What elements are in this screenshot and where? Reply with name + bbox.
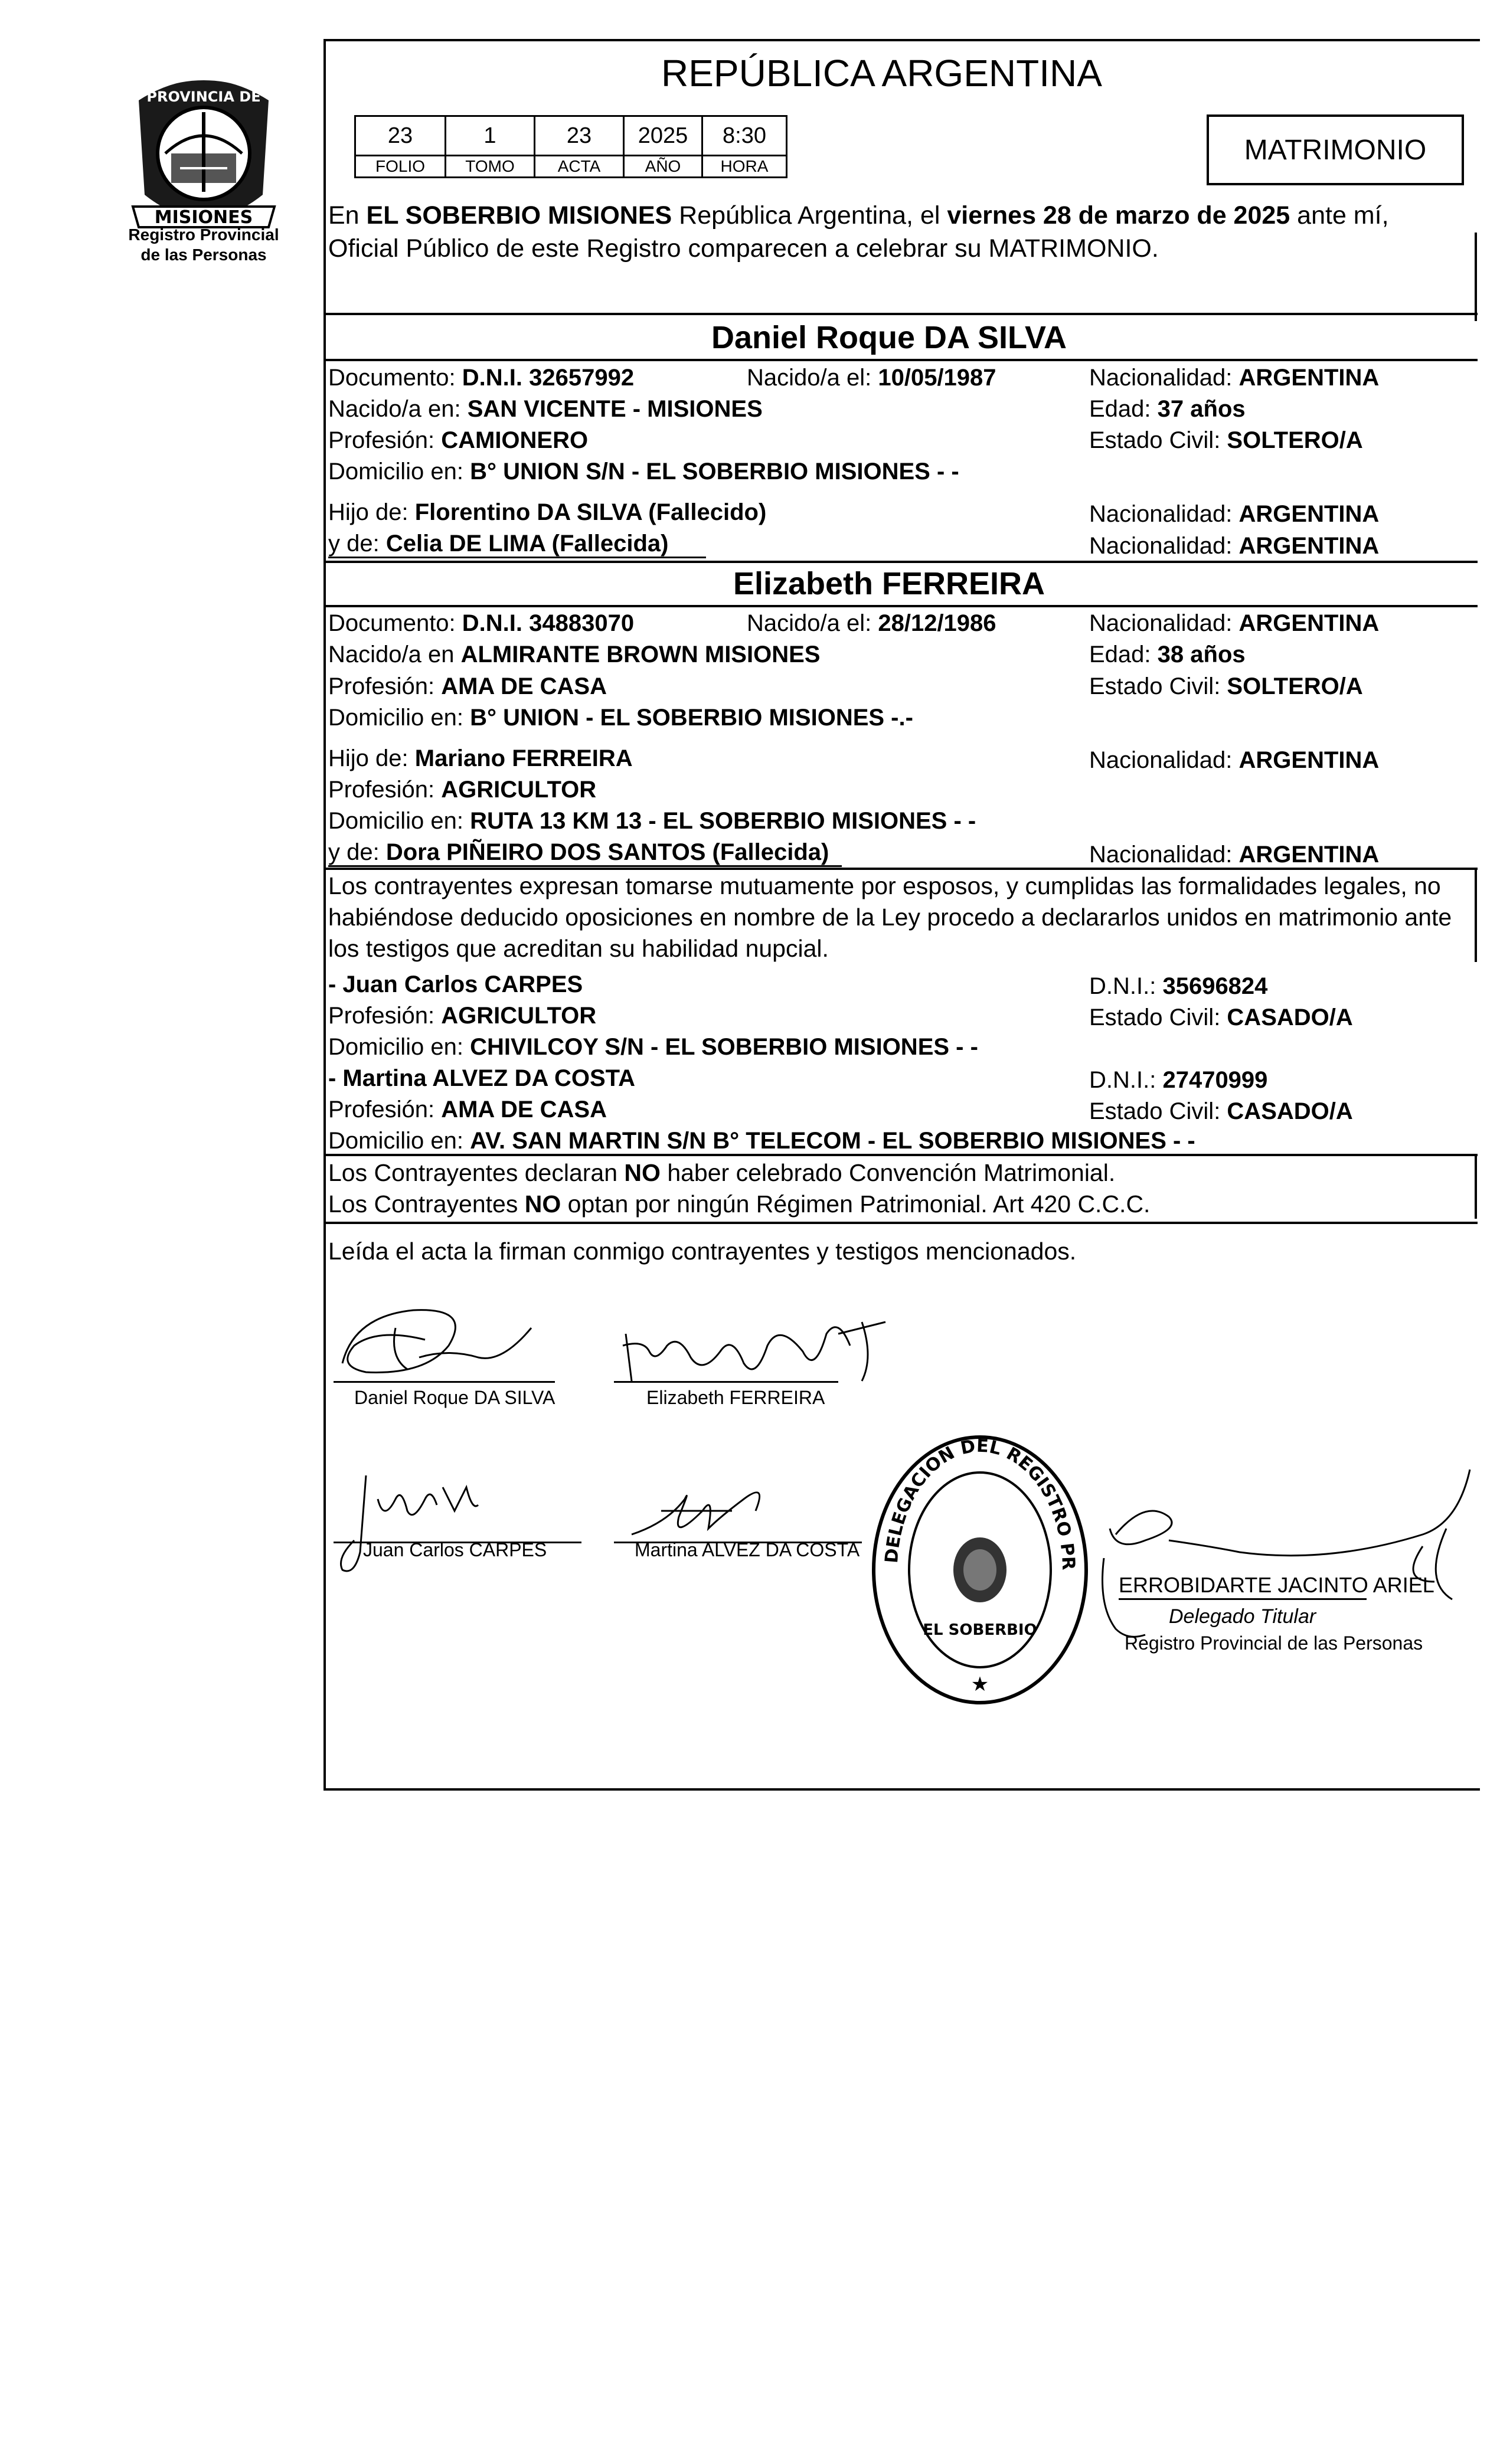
acta-value: 23 (535, 116, 624, 156)
witness2-profession: Profesión: AMA DE CASA (328, 1097, 607, 1123)
spouse1-birthplace: Nacido/a en: SAN VICENTE - MISIONES (328, 396, 763, 422)
intro-date: viernes 28 de marzo de 2025 (947, 201, 1290, 230)
witness2-domicile: Domicilio en: AV. SAN MARTIN S/N B° TELECOM - EL SOBERBIO MISIONES - - (328, 1128, 1195, 1154)
tomo-label: TOMO (446, 156, 535, 178)
official-org: Registro Provincial de las Personas (1125, 1632, 1423, 1654)
spouse1-father-nat: Nacionalidad: ARGENTINA (1089, 501, 1380, 527)
underline (328, 557, 706, 558)
seal-inner-text: EL SOBERBIO (923, 1621, 1037, 1639)
signature-caption-witness2: Martina ALVEZ DA COSTA (635, 1539, 860, 1560)
official-seal (862, 1428, 1098, 1712)
intro-l1-a: En (328, 201, 367, 230)
spouse1-name: Daniel Roque DA SILVA (711, 320, 1067, 355)
spouse2-name: Elizabeth FERREIRA (733, 566, 1045, 601)
spouse1-domicile: Domicilio en: B° UNION S/N - EL SOBERBIO MISIONES - - (328, 459, 959, 485)
declaration-line-2: habiéndose deducido oposiciones en nombre de la Ley procedo a declararlos unidos en matrimonio ante (328, 904, 1452, 931)
divider (323, 1222, 1478, 1224)
spouse2-father-nat: Nacionalidad: ARGENTINA (1089, 747, 1380, 773)
divider (323, 605, 1478, 607)
spouse1-born: Nacido/a el: 10/05/1987 (747, 365, 996, 391)
underline (328, 865, 842, 867)
signature-line (614, 1381, 838, 1383)
spouse2-mother-nat: Nacionalidad: ARGENTINA (1089, 842, 1380, 868)
divider (323, 313, 1478, 315)
folio-value: 23 (355, 116, 446, 156)
witness1-civil: Estado Civil: CASADO/A (1089, 1004, 1353, 1030)
seal-star-icon: ★ (970, 1673, 989, 1696)
hora-value: 8:30 (702, 116, 787, 156)
seal-outer-text: DELEGACION DEL REGISTRO PR (881, 1435, 1079, 1570)
spouse2-father-profession: Profesión: AGRICULTOR (328, 777, 597, 803)
handwritten-signature-icon (614, 1310, 921, 1393)
intro-l1-b: República Argentina, el (672, 201, 947, 230)
anio-value: 2025 (624, 116, 702, 156)
logo-caption-line2: de las Personas (140, 246, 267, 264)
witness2-name: - Martina ALVEZ DA COSTA (328, 1065, 635, 1091)
convention-line-2: Los Contrayentes NO optan por ningún Régimen Patrimonial. Art 420 C.C.C. (328, 1190, 1151, 1218)
witness1-profession: Profesión: AGRICULTOR (328, 1003, 597, 1029)
underline (1119, 1598, 1367, 1600)
frame-right-edge (1475, 1154, 1477, 1219)
spouse2-father-domicile: Domicilio en: RUTA 13 KM 13 - EL SOBERBIO MISIONES - - (328, 808, 976, 834)
signature-spouse1 (331, 1292, 555, 1393)
spouse2-age: Edad: 38 años (1089, 642, 1246, 667)
spouse2-mother: y de: Dora PIÑEIRO DOS SANTOS (Fallecida) (328, 839, 829, 865)
signature-line (334, 1381, 555, 1383)
signature-caption-spouse2: Elizabeth FERREIRA (646, 1387, 825, 1408)
logo-ribbon-text: MISIONES (154, 207, 253, 228)
act-type: MATRIMONIO (1244, 134, 1427, 166)
spouse2-doc: Documento: D.N.I. 34883070 (328, 610, 635, 636)
acta-label: ACTA (535, 156, 624, 178)
handwritten-signature-icon (331, 1292, 555, 1393)
handwritten-signature-icon (331, 1464, 484, 1582)
registry-table (354, 115, 787, 178)
official-role: Delegado Titular (1169, 1605, 1316, 1628)
signature-caption-spouse1: Daniel Roque DA SILVA (354, 1387, 555, 1408)
frame-right-edge (1475, 233, 1477, 321)
hora-label: HORA (702, 156, 787, 178)
divider (323, 868, 1478, 870)
divider (323, 1154, 1478, 1156)
spouse2-nat: Nacionalidad: ARGENTINA (1089, 610, 1380, 636)
intro-line-2: Oficial Público de este Registro comparecen a celebrar su MATRIMONIO. (328, 234, 1159, 263)
divider (323, 561, 1478, 563)
spouse1-father: Hijo de: Florentino DA SILVA (Fallecido) (328, 499, 767, 525)
signature-spouse2 (614, 1310, 921, 1393)
witness1-dni: D.N.I.: 35696824 (1089, 973, 1268, 999)
intro-line-1 (328, 203, 1389, 228)
spouse1-age: Edad: 37 años (1089, 396, 1246, 422)
signature-caption-witness1: Juan Carlos CARPES (363, 1539, 547, 1560)
spouse1-mother-nat: Nacionalidad: ARGENTINA (1089, 533, 1380, 559)
spouse2-civil: Estado Civil: SOLTERO/A (1089, 673, 1363, 699)
spouse2-birthplace: Nacido/a en ALMIRANTE BROWN MISIONES (328, 642, 821, 667)
logo-arc-text: PROVINCIA DE (146, 89, 261, 105)
spouse2-profession: Profesión: AMA DE CASA (328, 673, 607, 699)
divider (323, 359, 1478, 361)
intro-l1-c: ante mí, (1290, 201, 1389, 230)
closing-text: Leída el acta la firman conmigo contrayentes y testigos mencionados. (328, 1238, 1077, 1265)
country-title: REPÚBLICA ARGENTINA (661, 52, 1102, 94)
declaration-line-1: Los contrayentes expresan tomarse mutuamente por esposos, y cumplidas las formalidades legales, no (328, 872, 1441, 899)
official-name: ERROBIDARTE JACINTO ARIEL (1119, 1573, 1434, 1597)
spouse2-born: Nacido/a el: 28/12/1986 (747, 610, 996, 636)
province-shield-icon (115, 65, 292, 242)
spouse1-nat: Nacionalidad: ARGENTINA (1089, 365, 1380, 391)
tomo-value: 1 (446, 116, 535, 156)
official-seal-icon (862, 1428, 1098, 1712)
signature-witness1 (331, 1464, 484, 1582)
witness2-dni: D.N.I.: 27470999 (1089, 1067, 1268, 1093)
frame-right-edge (1475, 868, 1477, 962)
convention-line-1: Los Contrayentes declaran NO haber celebrado Convención Matrimonial. (328, 1159, 1116, 1186)
logo-caption-line1: Registro Provincial (128, 225, 279, 244)
spouse1-civil: Estado Civil: SOLTERO/A (1089, 427, 1363, 453)
spouse1-mother: y de: Celia DE LIMA (Fallecida) (328, 531, 669, 557)
witness1-domicile: Domicilio en: CHIVILCOY S/N - EL SOBERBIO MISIONES - - (328, 1034, 978, 1060)
anio-label: AÑO (624, 156, 702, 178)
declaration-line-3: los testigos que acreditan su habilidad nupcial. (328, 935, 829, 962)
spouse1-profession: Profesión: CAMIONERO (328, 427, 589, 453)
registry-logo (115, 65, 292, 242)
spouse2-domicile: Domicilio en: B° UNION - EL SOBERBIO MISIONES -.- (328, 705, 913, 731)
intro-place: EL SOBERBIO MISIONES (366, 201, 672, 230)
witness2-civil: Estado Civil: CASADO/A (1089, 1098, 1353, 1124)
witness1-name: - Juan Carlos CARPES (328, 971, 583, 997)
spouse2-father: Hijo de: Mariano FERREIRA (328, 745, 633, 771)
act-type-box (1207, 114, 1464, 185)
spouse1-doc: Documento: D.N.I. 32657992 (328, 365, 635, 391)
folio-label: FOLIO (355, 156, 446, 178)
